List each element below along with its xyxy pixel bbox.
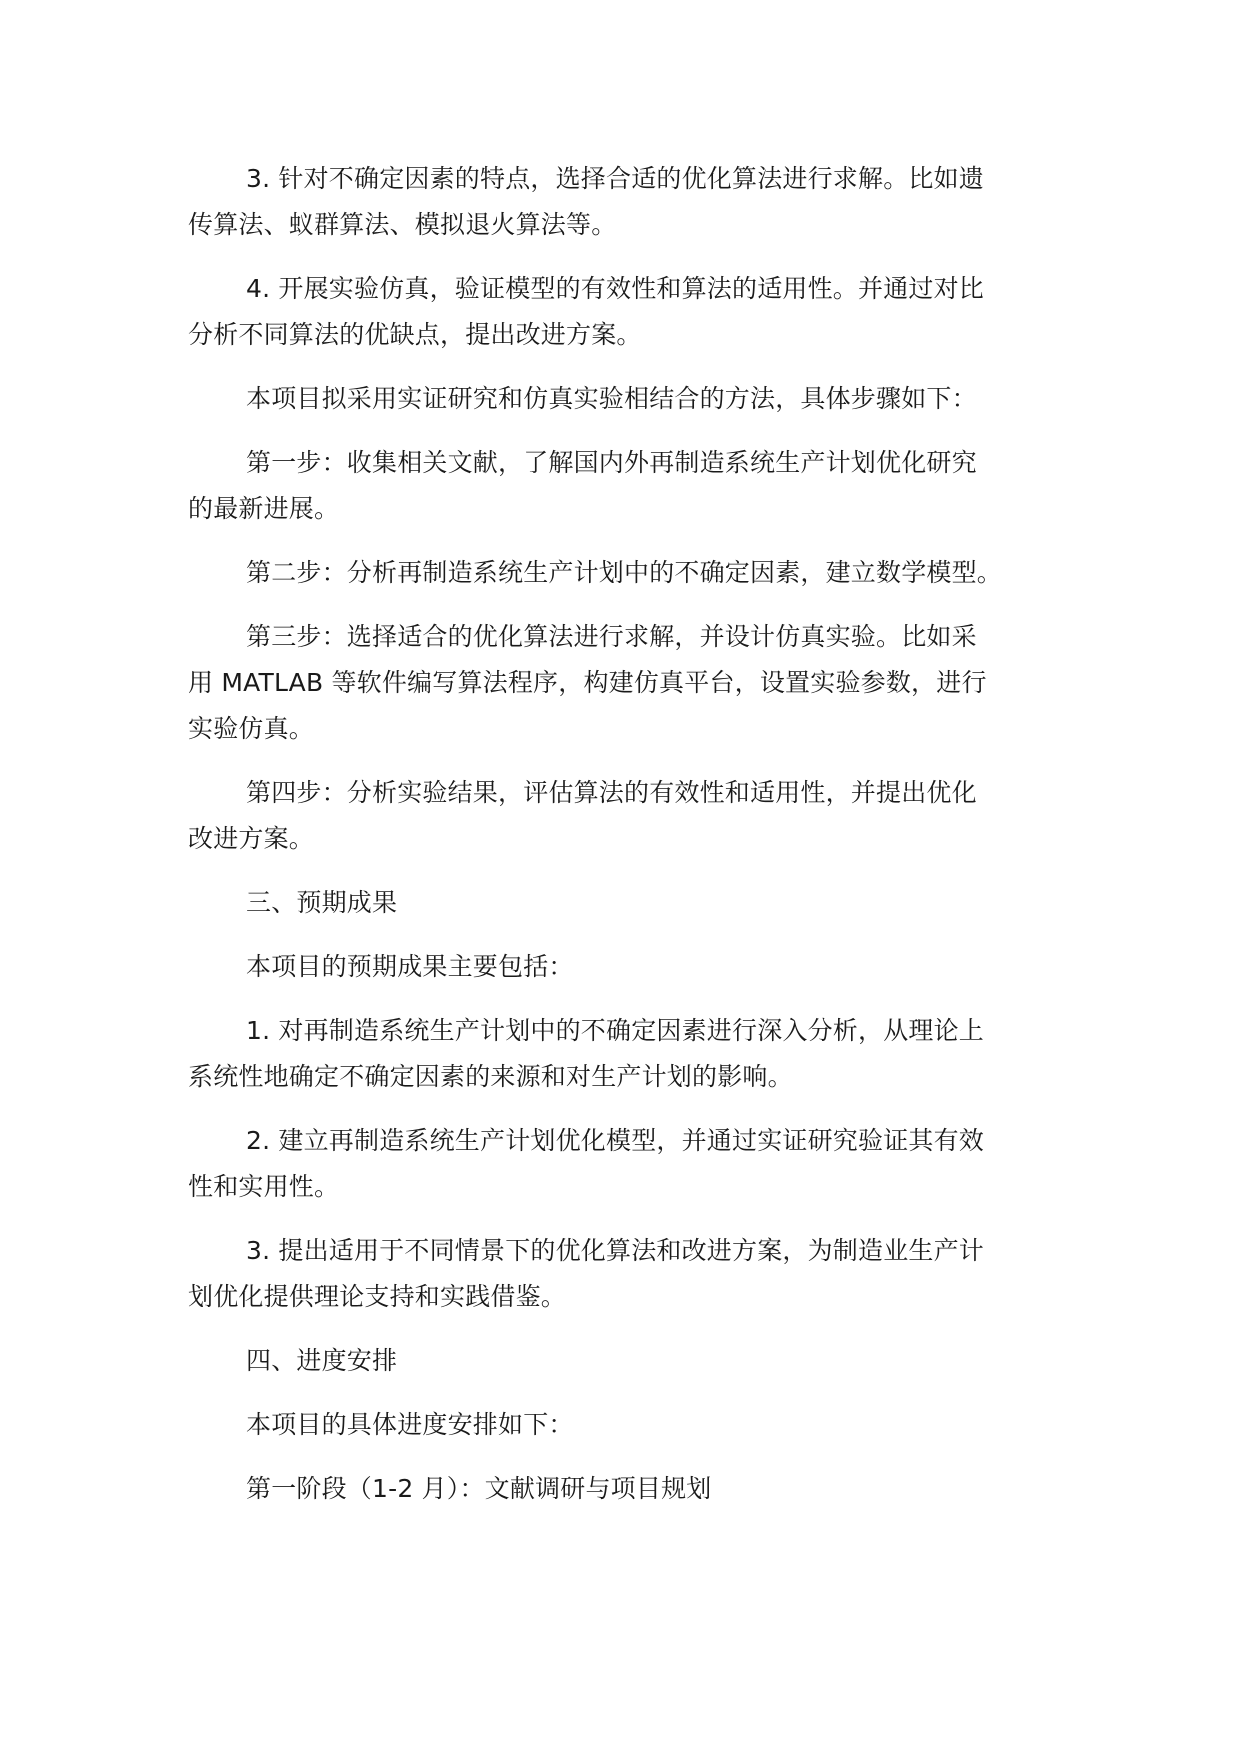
text-line: 本项目拟采用实证研究和仿真实验相结合的方法，具体步骤如下： [246, 384, 977, 413]
text-line: 系统性地确定不确定因素的来源和对生产计划的影响。 [188, 1062, 793, 1091]
text-line: 传算法、蚁群算法、模拟退火算法等。 [188, 210, 617, 239]
paragraph-phase-one [188, 1466, 1088, 1512]
document-body [188, 156, 1088, 1530]
section-heading-expected-results [188, 880, 1088, 926]
text-line: 三、预期成果 [246, 888, 398, 917]
paragraph-result-3 [188, 1228, 1088, 1320]
paragraph-step-two [188, 550, 1088, 596]
text-line: 改进方案。 [188, 824, 315, 853]
text-line: 第一阶段（1-2 月）：文献调研与项目规划 [246, 1474, 712, 1503]
text-line: 2. 建立再制造系统生产计划优化模型，并通过实证研究验证其有效 [246, 1126, 985, 1155]
paragraph-step-four [188, 770, 1088, 862]
text-line: 3. 提出适用于不同情景下的优化算法和改进方案，为制造业生产计 [246, 1236, 985, 1265]
text-line: 本项目的预期成果主要包括： [246, 952, 574, 981]
text-line: 3. 针对不确定因素的特点，选择合适的优化算法进行求解。比如遗 [246, 164, 985, 193]
paragraph-method-step-4 [188, 266, 1088, 358]
text-line: 划优化提供理论支持和实践借鉴。 [188, 1282, 567, 1311]
text-line: 第一步：收集相关文献，了解国内外再制造系统生产计划优化研究 [246, 448, 977, 477]
section-heading-schedule [188, 1338, 1088, 1384]
text-line: 四、进度安排 [246, 1346, 398, 1375]
paragraph-method-step-3 [188, 156, 1088, 248]
text-line: 实验仿真。 [188, 714, 315, 743]
text-line: 分析不同算法的优缺点，提出改进方案。 [188, 320, 642, 349]
paragraph-schedule-intro [188, 1402, 1088, 1448]
text-line: 1. 对再制造系统生产计划中的不确定因素进行深入分析，从理论上 [246, 1016, 985, 1045]
paragraph-result-2 [188, 1118, 1088, 1210]
text-line: 第四步：分析实验结果，评估算法的有效性和适用性，并提出优化 [246, 778, 977, 807]
text-line: 本项目的具体进度安排如下： [246, 1410, 574, 1439]
text-line: 第二步：分析再制造系统生产计划中的不确定因素，建立数学模型。 [246, 558, 1003, 587]
paragraph-step-one [188, 440, 1088, 532]
text-line: 性和实用性。 [188, 1172, 340, 1201]
paragraph-approach-intro [188, 376, 1088, 422]
text-line: 的最新进展。 [188, 494, 340, 523]
text-line: 4. 开展实验仿真，验证模型的有效性和算法的适用性。并通过对比 [246, 274, 985, 303]
text-line: 第三步：选择适合的优化算法进行求解，并设计仿真实验。比如采 [246, 622, 977, 651]
paragraph-results-intro [188, 944, 1088, 990]
text-line: 用 MATLAB 等软件编写算法程序，构建仿真平台，设置实验参数，进行 [188, 668, 987, 697]
paragraph-step-three [188, 614, 1088, 752]
paragraph-result-1 [188, 1008, 1088, 1100]
